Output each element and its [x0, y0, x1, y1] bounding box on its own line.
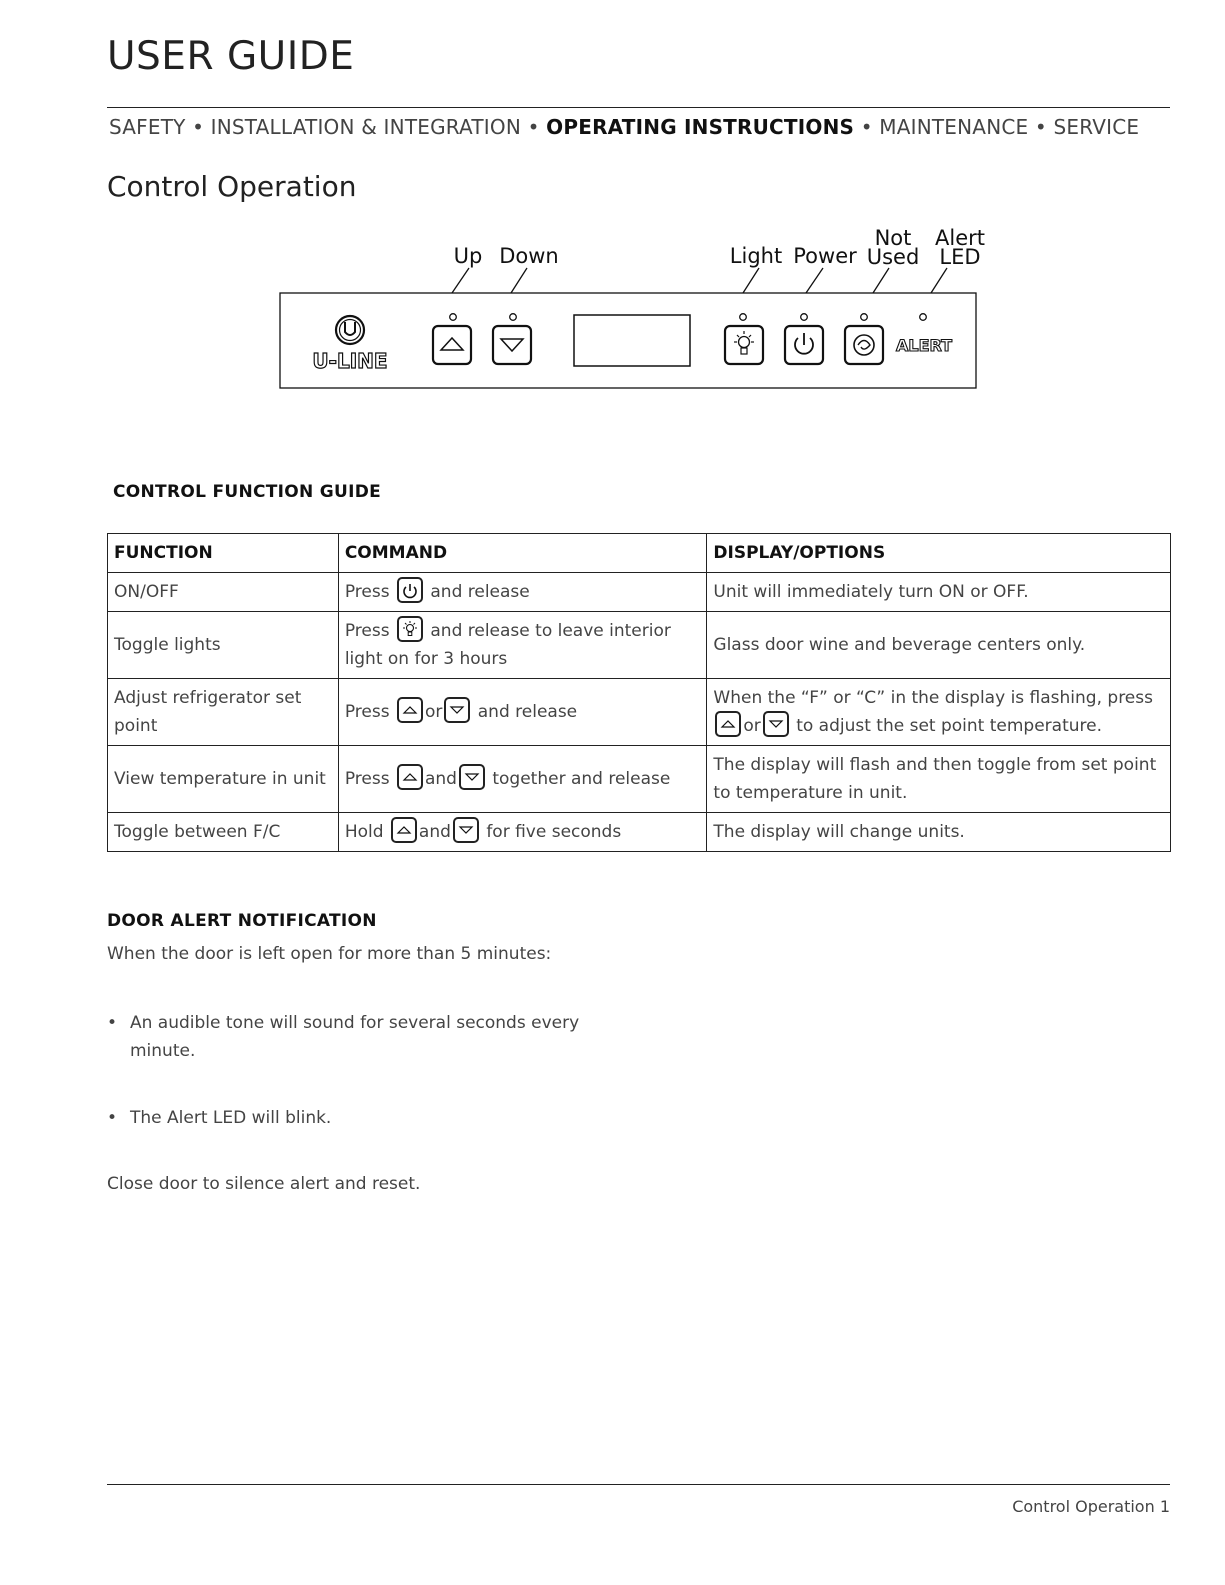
swirl-button-icon	[845, 326, 883, 364]
table-header-row	[108, 534, 1171, 573]
control-guide-heading: CONTROL FUNCTION GUIDE	[113, 482, 382, 502]
leader-lines	[452, 268, 947, 293]
nav-item-operating-instructions: OPERATING INSTRUCTIONS	[546, 115, 855, 139]
down-arrow-icon	[444, 697, 470, 723]
label-up: Up	[453, 244, 483, 268]
power-button-icon	[785, 326, 823, 364]
command-cell: Press and together and release	[338, 746, 707, 813]
down-button-icon	[493, 326, 531, 364]
door-alert-heading: DOOR ALERT NOTIFICATION	[107, 911, 377, 931]
display-cell: When the “F” or “C” in the display is flashing, press or to adjust the set point temperature.	[707, 679, 1171, 746]
column-header-command: COMMAND	[338, 534, 707, 573]
nav-item-service: SERVICE	[1053, 115, 1140, 139]
up-arrow-icon	[715, 711, 741, 737]
display-cell: The display will flash and then toggle from set point to temperature in unit.	[707, 746, 1171, 813]
footer-rule	[107, 1484, 1170, 1485]
column-header-function: FUNCTION	[108, 534, 339, 573]
label-light: Light	[729, 244, 783, 268]
table-row	[108, 746, 1171, 813]
door-alert-intro: When the door is left open for more than 5 minutes:	[107, 944, 552, 964]
down-arrow-icon	[459, 764, 485, 790]
control-panel-diagram	[275, 262, 995, 394]
column-header-display: DISPLAY/OPTIONS	[707, 534, 1171, 573]
label-power: Power	[793, 244, 857, 268]
function-cell: View temperature in unit	[108, 746, 339, 813]
brand-wordmark: U-LINE	[312, 349, 388, 373]
table-row	[108, 612, 1171, 679]
alert-text: ALERT	[895, 336, 953, 355]
table-row	[108, 679, 1171, 746]
command-cell: Press or and release	[338, 679, 707, 746]
bullet-icon: •	[107, 1108, 118, 1128]
footer-page-label: Control Operation 1	[1012, 1497, 1170, 1516]
label-down: Down	[499, 244, 559, 268]
display-cell: Glass door wine and beverage centers only.	[707, 612, 1171, 679]
table-row	[108, 573, 1171, 612]
down-arrow-icon	[763, 711, 789, 737]
function-cell: Toggle lights	[108, 612, 339, 679]
control-function-table	[107, 533, 1171, 852]
command-cell: Hold and for five seconds	[338, 813, 707, 852]
up-button-icon	[433, 326, 471, 364]
door-alert-outro: Close door to silence alert and reset.	[107, 1174, 421, 1194]
light-button-icon	[725, 326, 763, 364]
power-icon	[397, 577, 423, 603]
nav-item-safety: SAFETY	[109, 115, 186, 139]
nav-item-maintenance: MAINTENANCE	[879, 115, 1029, 139]
up-arrow-icon	[397, 764, 423, 790]
section-nav: SAFETY • INSTALLATION & INTEGRATION • OPERATING INSTRUCTIONS • MAINTENANCE • SERVICE	[109, 115, 1140, 139]
bullet-icon: •	[107, 1013, 118, 1033]
header-rule	[107, 107, 1170, 108]
function-cell: Adjust refrigerator set point	[108, 679, 339, 746]
up-arrow-icon	[391, 817, 417, 843]
display-cell: The display will change units.	[707, 813, 1171, 852]
section-title: Control Operation	[107, 170, 357, 203]
function-cell: ON/OFF	[108, 573, 339, 612]
command-cell: Press and release	[338, 573, 707, 612]
label-alert-led: Alert LED	[935, 226, 985, 269]
label-not-used: Not Used	[866, 226, 920, 269]
down-arrow-icon	[453, 817, 479, 843]
nav-item-installation: INSTALLATION & INTEGRATION	[210, 115, 522, 139]
display-window	[574, 315, 690, 366]
up-arrow-icon	[397, 697, 423, 723]
command-cell: Press and release to leave interior light on for 3 hours	[338, 612, 707, 679]
guide-title: USER GUIDE	[107, 34, 355, 79]
table-row	[108, 813, 1171, 852]
function-cell: Toggle between F/C	[108, 813, 339, 852]
display-cell: Unit will immediately turn ON or OFF.	[707, 573, 1171, 612]
light-bulb-icon	[397, 616, 423, 642]
